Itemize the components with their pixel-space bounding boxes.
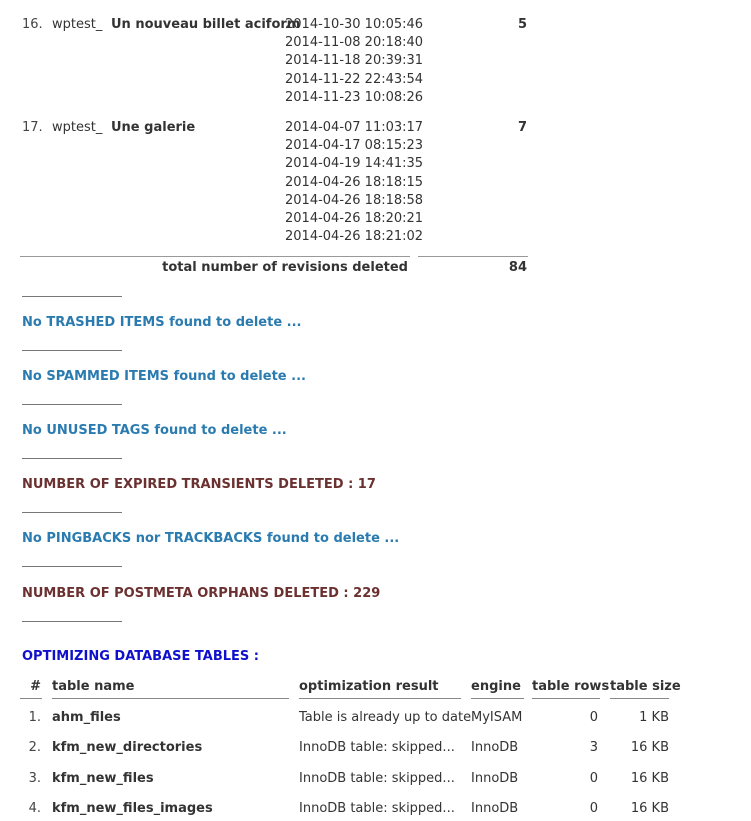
revision-date: 2014-04-26 18:18:15: [285, 174, 424, 190]
section-divider: [22, 350, 122, 351]
section-divider: [22, 621, 122, 622]
row-rows: 3: [589, 740, 598, 755]
totals-divider: [418, 256, 528, 257]
totals-divider: [20, 256, 410, 257]
revision-count: 7: [517, 120, 527, 135]
revision-prefix: wptest_: [52, 17, 103, 32]
transients-message: NUMBER OF EXPIRED TRANSIENTS DELETED : 17: [22, 477, 376, 492]
row-table-name: kfm_new_directories: [52, 740, 203, 755]
section-divider: [22, 512, 122, 513]
row-index: 1.: [28, 710, 41, 725]
revision-title: Un nouveau billet aciform: [111, 17, 301, 32]
revision-date: 2014-04-26 18:21:02: [285, 229, 424, 245]
revision-date: 2014-04-19 14:41:35: [285, 156, 424, 172]
column-header-engine: engine: [471, 679, 521, 694]
pingbacks-message: No PINGBACKS nor TRACKBACKS found to delete ...: [22, 531, 400, 546]
revision-date: 2014-04-17 08:15:23: [285, 138, 424, 154]
row-size: 1 KB: [639, 710, 669, 725]
row-rows: 0: [589, 710, 598, 725]
revision-date: 2014-11-08 20:18:40: [285, 35, 424, 51]
revision-count: 5: [517, 17, 527, 32]
unused-tags-message: No UNUSED TAGS found to delete ...: [22, 423, 287, 438]
section-divider: [22, 458, 122, 459]
header-underline: [471, 698, 524, 699]
totals-value: 84: [508, 260, 527, 275]
row-engine: MyISAM: [471, 710, 523, 725]
row-index: 2.: [28, 740, 41, 755]
section-divider: [22, 404, 122, 405]
header-underline: [299, 698, 461, 699]
header-underline: [532, 698, 600, 699]
revision-title: Une galerie: [111, 120, 196, 135]
row-size: 16 KB: [630, 771, 669, 786]
column-header-size: table size: [610, 679, 681, 694]
row-rows: 0: [589, 801, 598, 816]
header-underline: [20, 698, 42, 699]
revision-date: 2014-04-07 11:03:17: [285, 120, 424, 135]
column-header-rows: table rows: [532, 679, 610, 694]
column-header-result: optimization result: [299, 679, 439, 694]
header-underline: [610, 698, 669, 699]
column-header-index: #: [30, 679, 41, 694]
optimize-heading: OPTIMIZING DATABASE TABLES :: [22, 649, 259, 664]
row-result: InnoDB table: skipped...: [299, 740, 455, 755]
row-result: InnoDB table: skipped...: [299, 801, 455, 816]
header-underline: [52, 698, 289, 699]
revision-date: 2014-10-30 10:05:46: [285, 17, 424, 32]
row-engine: InnoDB: [471, 801, 519, 816]
spammed-message: No SPAMMED ITEMS found to delete ...: [22, 369, 306, 384]
revision-index: 17.: [22, 120, 43, 135]
revision-dates: [285, 16, 423, 107]
row-rows: 0: [589, 771, 598, 786]
row-table-name: ahm_files: [52, 710, 121, 725]
revision-dates: [285, 119, 423, 246]
row-size: 16 KB: [630, 801, 669, 816]
row-table-name: kfm_new_files_images: [52, 801, 213, 816]
revision-date: 2014-04-26 18:20:21: [285, 211, 424, 227]
row-result: InnoDB table: skipped...: [299, 771, 455, 786]
trashed-message: No TRASHED ITEMS found to delete ...: [22, 315, 302, 330]
totals-label: total number of revisions deleted: [162, 260, 408, 275]
section-divider: [22, 566, 122, 567]
section-divider: [22, 296, 122, 297]
column-header-name: table name: [52, 679, 135, 694]
row-size: 16 KB: [630, 740, 669, 755]
revision-date: 2014-04-26 18:18:58: [285, 192, 424, 208]
row-index: 4.: [28, 801, 41, 816]
revision-date: 2014-11-23 10:08:26: [285, 89, 424, 105]
row-engine: InnoDB: [471, 771, 519, 786]
row-engine: InnoDB: [471, 740, 519, 755]
row-index: 3.: [28, 771, 41, 786]
revision-date: 2014-11-22 22:43:54: [285, 71, 424, 87]
row-result: Table is already up to date: [299, 710, 472, 725]
revision-index: 16.: [22, 17, 43, 32]
postmeta-message: NUMBER OF POSTMETA ORPHANS DELETED : 229: [22, 586, 381, 601]
row-table-name: kfm_new_files: [52, 771, 154, 786]
revision-prefix: wptest_: [52, 120, 103, 135]
revision-date: 2014-11-18 20:39:31: [285, 53, 424, 69]
